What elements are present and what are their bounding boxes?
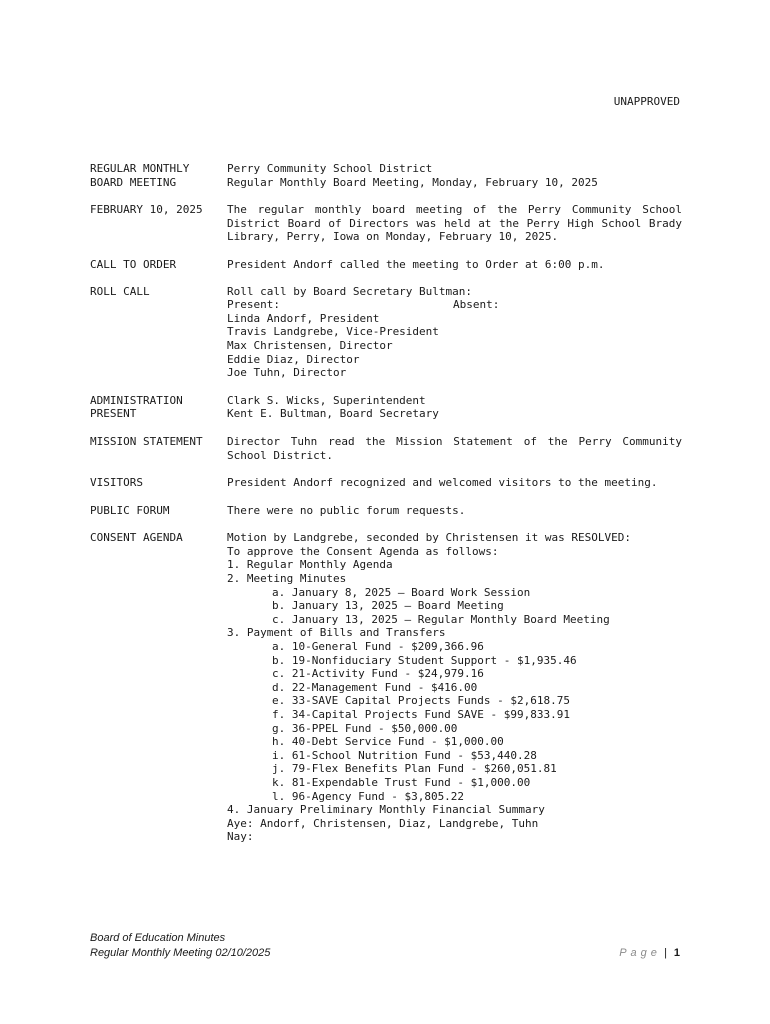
- minutes-item: b. January 13, 2025 – Board Meeting: [272, 599, 504, 613]
- bill-item: f. 34-Capital Projects Fund SAVE - $99,833.91: [272, 708, 571, 721]
- bill-item: e. 33-SAVE Capital Projects Funds - $2,618.75: [272, 694, 571, 708]
- agenda-item: 1. Regular Monthly Agenda: [227, 558, 393, 572]
- section-label-visitors: VISITORS: [90, 476, 143, 490]
- section-call-to-order: [90, 258, 682, 272]
- bill-item: i. 61-School Nutrition Fund - $53,440.28: [272, 748, 537, 762]
- call-to-order-text: President Andorf called the meeting to Order at 6:00 p.m.: [227, 257, 605, 271]
- consent-agenda-body: [227, 531, 682, 844]
- section-label-administration: ADMINISTRATION PRESENT: [90, 393, 183, 421]
- nay-votes: Nay:: [227, 830, 254, 844]
- page-number: 1: [673, 947, 680, 959]
- page-separator: |: [663, 947, 667, 959]
- approval-text: To approve the Consent Agenda as follows:: [227, 544, 499, 558]
- aye-votes: Aye: Andorf, Christensen, Diaz, Landgrebe, Tuhn: [227, 816, 539, 830]
- section-consent-agenda: [90, 531, 682, 844]
- section-label-mission: MISSION STATEMENT: [90, 434, 203, 448]
- member-item: Linda Andorf, President: [227, 311, 380, 325]
- member-item: Travis Landgrebe, Vice-President: [227, 325, 439, 339]
- member-item: Joe Tuhn, Director: [227, 366, 347, 380]
- bill-item: j. 79-Flex Benefits Plan Fund - $260,051.81: [272, 762, 557, 776]
- footer-meeting-date: Regular Monthly Meeting 02/10/2025: [90, 947, 271, 959]
- bill-item: g. 36-PPEL Fund - $50,000.00: [272, 721, 458, 735]
- public-forum-text: There were no public forum requests.: [227, 503, 466, 517]
- footer-document-info: [90, 931, 270, 961]
- section-visitors: [90, 476, 682, 490]
- section-label-consent-agenda: CONSENT AGENDA: [90, 531, 183, 545]
- document-status: UNAPPROVED: [613, 95, 680, 108]
- section-roll-call: [90, 285, 682, 380]
- absent-label: Absent:: [453, 298, 500, 312]
- bill-item: c. 21-Activity Fund - $24,979.16: [272, 667, 484, 681]
- section-public-forum: [90, 504, 682, 518]
- page-word: Page: [619, 947, 661, 959]
- superintendent: Clark S. Wicks, Superintendent: [227, 393, 426, 407]
- section-label-call-to-order: CALL TO ORDER: [90, 257, 177, 271]
- section-label-date: FEBRUARY 10, 2025: [90, 203, 203, 217]
- bill-item: l. 96-Agency Fund - $3,805.22: [272, 789, 465, 803]
- bill-item: b. 19-Nonfiduciary Student Support - $1,935.46: [272, 653, 577, 667]
- section-mission: [90, 435, 682, 462]
- section-administration: [90, 394, 682, 421]
- page-indicator: [619, 946, 680, 961]
- section-heading: [90, 162, 682, 189]
- section-label-regular-monthly: REGULAR MONTHLY BOARD MEETING: [90, 162, 190, 189]
- motion-text: Motion by Landgrebe, seconded by Christensen it was RESOLVED:: [227, 531, 631, 545]
- agenda-item: 4. January Preliminary Monthly Financial Summary: [227, 803, 545, 817]
- member-item: Eddie Diaz, Director: [227, 352, 360, 366]
- bill-item: a. 10-General Fund - $209,366.96: [272, 640, 484, 654]
- present-label: Present:: [227, 298, 280, 312]
- bill-item: h. 40-Debt Service Fund - $1,000.00: [272, 735, 504, 749]
- administration-body: [227, 394, 682, 421]
- minutes-item: a. January 8, 2025 – Board Work Session: [272, 585, 531, 599]
- member-item: Max Christensen, Director: [227, 338, 393, 352]
- agenda-item: 2. Meeting Minutes: [227, 572, 347, 586]
- board-secretary: Kent E. Bultman, Board Secretary: [227, 407, 439, 421]
- agenda-item: 3. Payment of Bills and Transfers: [227, 626, 446, 640]
- heading-lines: [227, 162, 682, 189]
- bill-item: d. 22-Management Fund - $416.00: [272, 680, 478, 694]
- section-label-roll-call: ROLL CALL: [90, 284, 150, 298]
- district-name: Perry Community School District: [227, 162, 433, 175]
- minutes-item: c. January 13, 2025 – Regular Monthly Board Meeting: [272, 612, 610, 626]
- roll-call-body: [227, 285, 682, 380]
- roll-call-intro: Roll call by Board Secretary Bultman:: [227, 284, 473, 298]
- mission-text: Director Tuhn read the Mission Statement of the Perry Community School District.: [227, 434, 682, 462]
- attendance-header: [227, 298, 682, 312]
- footer-title: Board of Education Minutes: [90, 932, 226, 944]
- meeting-location-text: The regular monthly board meeting of the Perry Community School District Board of Directors was held at the Perry High School Brady Library, Perry, Iowa on Monday, February 10, 2025.: [227, 203, 682, 244]
- bill-item: k. 81-Expendable Trust Fund - $1,000.00: [272, 775, 531, 789]
- section-label-public-forum: PUBLIC FORUM: [90, 503, 170, 517]
- meeting-title: Regular Monthly Board Meeting, Monday, February 10, 2025: [227, 175, 598, 189]
- visitors-text: President Andorf recognized and welcomed visitors to the meeting.: [227, 476, 658, 490]
- section-date: [90, 203, 682, 244]
- minutes-body: [90, 162, 682, 844]
